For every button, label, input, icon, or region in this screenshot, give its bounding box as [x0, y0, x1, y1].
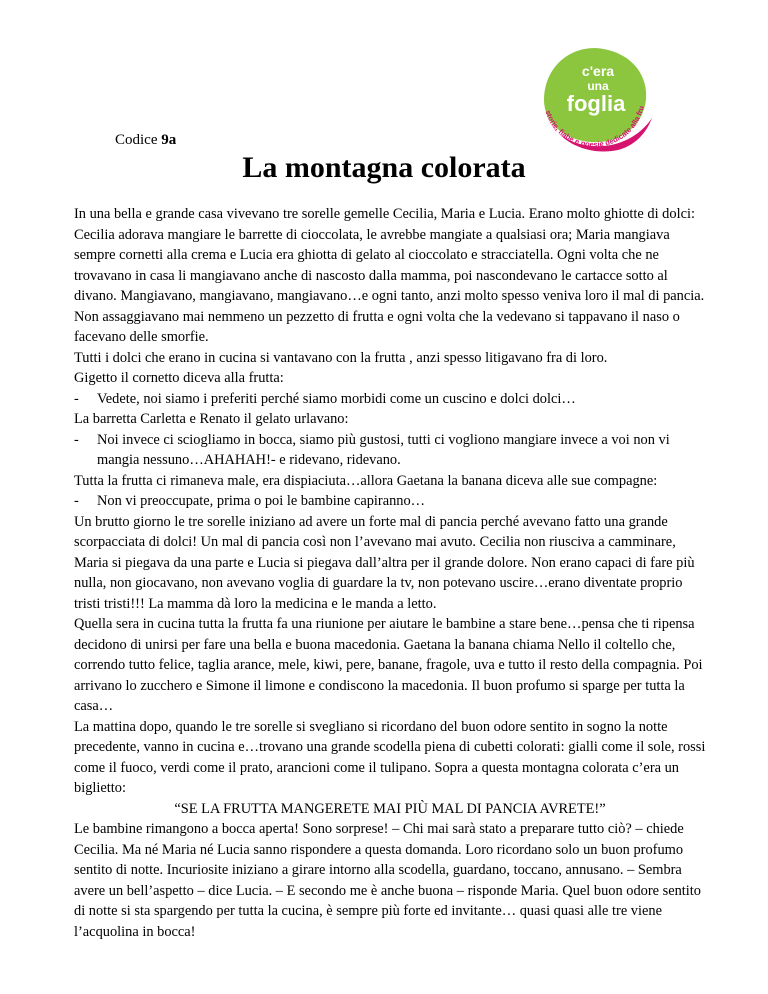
leaf-logo-icon [530, 44, 660, 164]
story-paragraph: Gigetto il cornetto diceva alla frutta: [74, 370, 284, 386]
logo-tagline-path: storie, fiabe e poesie dedicate alla fru [543, 104, 646, 149]
logo-line1: c'era [581, 63, 615, 79]
logo-c-era-una-foglia [530, 44, 660, 164]
dialogue-dash: - [74, 431, 79, 448]
dialogue-line [74, 430, 706, 471]
dialogue-dash: - [74, 390, 79, 407]
story-paragraph: Le bambine rimangono a bocca aperta! Sono sorprese! – Chi mai sarà stato a preparare tutto ciò? – chiede Cecilia. Ma né Maria né Lucia sanno rispondere a questa domanda. Loro ricordano solo un buon profumo sentito di notte. Incuriosite iniziano a girare intorno alla scodella, guardano, toccano, annusano. – Sembra avere un bell’aspetto – dice Lucia. – E secondo me è anche buona – risponde Maria. Quel buon odore sentito di notte si sta spargendo per tutta la cucina, è sempre più forte ed invitante… quasi quasi alle tre viene l’acquolina in bocca! [74, 821, 701, 940]
dialogue-text: Non vi preoccupate, prima o poi le bambine capiranno… [97, 493, 426, 509]
story-paragraph: La mattina dopo, quando le tre sorelle si svegliano si ricordano del buon odore sentito in sogno la notte precedente, vanno in cucina e…trovano una grande scodella piena di cubetti colorati: gialli come il sole, rossi come il fuoco, verdi come il prato, arancioni come il tulipano. Sopra a questa montagna colorata c’era un biglietto: [74, 718, 706, 796]
code-label [115, 132, 176, 149]
story-paragraph: Tutta la frutta ci rimaneva male, era dispiaciuta…allora Gaetana la banana diceva alle sue compagne: [74, 472, 658, 489]
dialogue-text: Noi invece ci sciogliamo in bocca, siamo più gustosi, tutti ci vogliono mangiare invece a voi non vi mangia nessuno…AHAHAH!- e ridevano, ridevano. [97, 431, 670, 468]
story-title: La montagna colorata [242, 151, 526, 184]
story-paragraph: Un brutto giorno le tre sorelle iniziano ad avere un forte mal di pancia perché avevano fatto una grande scorpacciata di dolci! Un mal di pancia così non l’avevano mai avuto. Cecilia non riusciva a camminare, Maria si piegava da una parte e Lucia si piegava dall’altra per il grande dolore. Non erano capaci di fare più nulla, non giocavano, non avevano voglia di guardare la tv, non potevano uscire…erano diventate proprio tristi tristi!!! La mamma dà loro la medicina e le manda a letto. [74, 513, 695, 612]
dialogue-line [74, 389, 706, 410]
story-paragraph: Tutti i dolci che erano in cucina si vantavano con la frutta , anzi spesso litigavano fra di loro. [74, 349, 608, 366]
story-paragraph: Quella sera in cucina tutta la frutta fa una riunione per aiutare le bambine a stare bene…pensa che ti ripensa decidono di unirsi per fare una bella e buona macedonia. Gaetana la banana chiama Nello il coltello che, correndo tutto felice, taglia arance, mele, kiwi, pere, banane, fragole, uva e tutto il resto della compagnia. Poi arrivano lo zucchero e Simone il limone e condiscono la macedonia. Il buon profumo si sparge per tutta la casa… [74, 616, 703, 714]
note-text: “SE LA FRUTTA MANGERETE MAI PIÙ MAL DI PANCIA AVRETE!” [174, 800, 606, 817]
story-paragraph: La barretta Carletta e Renato il gelato urlavano: [74, 411, 349, 427]
dialogue-text: Vedete, noi siamo i preferiti perché siamo morbidi come un cuscino e dolci dolci… [97, 390, 576, 407]
code-value: 9a [161, 132, 177, 148]
logo-line3: foglia [566, 91, 626, 116]
story-body [74, 204, 706, 942]
dialogue-dash: - [74, 493, 79, 509]
code-label-text: Codice [115, 132, 158, 148]
story-paragraph: In una bella e grande casa vivevano tre sorelle gemelle Cecilia, Maria e Lucia. Erano molto ghiotte di dolci: Cecilia adorava mangiare le barrette di cioccolata, le avrebbe mangiate a qualsiasi ora; Maria mangiava sempre cornetti alla crema e Lucia era ghiotta di gelato al cioccolato e stracciatella. Ogni volta che ne trovavano in casa li mangiavano anche di nascosto dalla mamma, poi nascondevano le cartacce sotto al divano. Mangiavano, mangiavano, mangiavano…e ogni tanto, anzi molto spesso veniva loro il mal di pancia. Non assaggiavano mai nemmeno un pezzetto di frutta e ogni volta che la vedevano si tappavano il naso o facevano delle smorfie. [74, 206, 705, 345]
dialogue-line [74, 491, 706, 512]
logo-line2: una [587, 79, 609, 93]
